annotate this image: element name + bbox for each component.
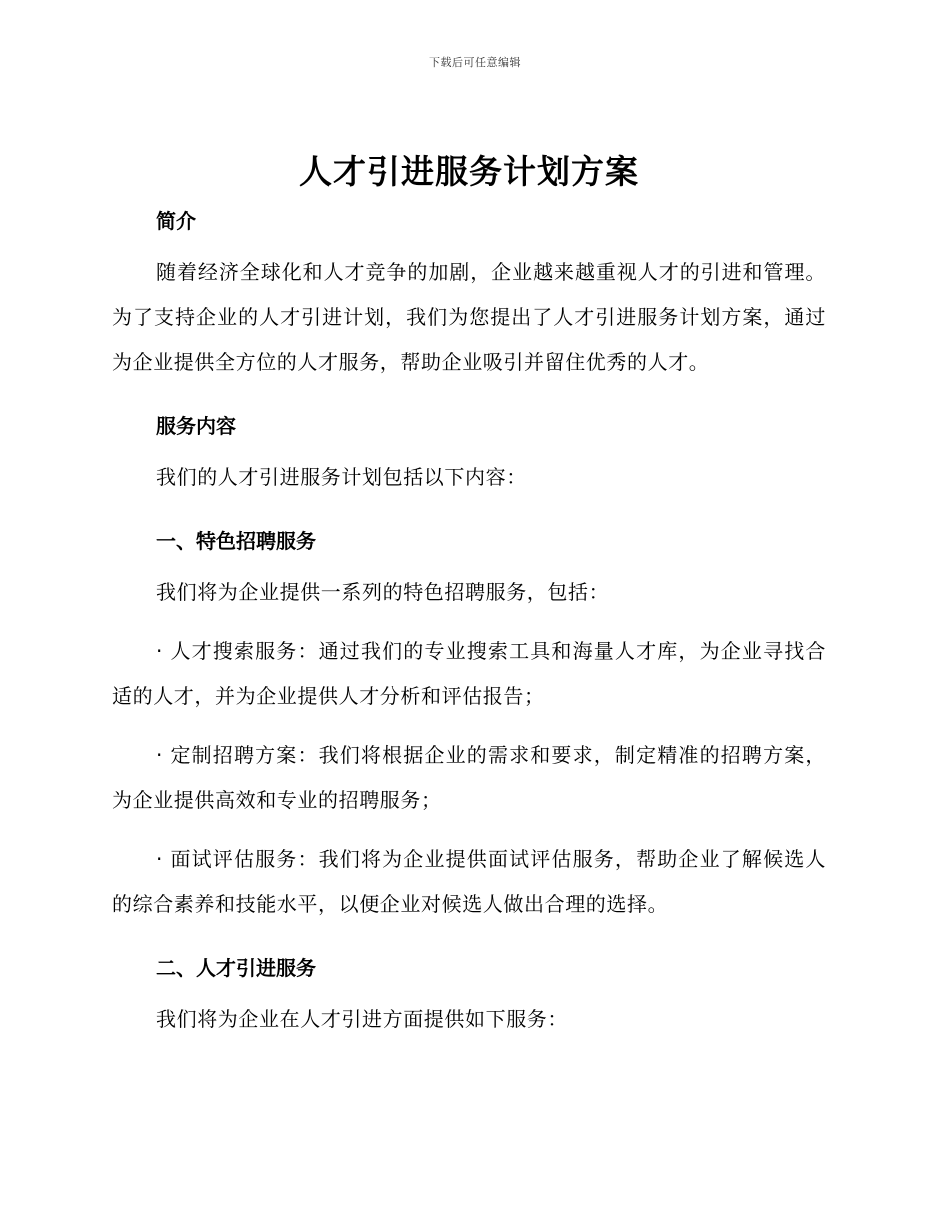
part2-heading: 二、人才引进服务 xyxy=(156,956,316,980)
header-note: 下载后可任意编辑 xyxy=(429,56,521,69)
service-intro-paragraph: 我们的人才引进服务计划包括以下内容： xyxy=(156,465,527,489)
part1-heading: 一、特色招聘服务 xyxy=(156,529,316,553)
part1-intro-paragraph: 我们将为企业提供一系列的特色招聘服务，包括： xyxy=(156,580,610,604)
part1-item-custom-recruitment: · 定制招聘方案：我们将根据企业的需求和要求，制定精准的招聘方案，为企业提供高效和专业的招聘服务； xyxy=(112,743,826,812)
part2-intro-paragraph: 我们将为企业在人才引进方面提供如下服务： xyxy=(156,1007,568,1031)
part1-item-talent-search: · 人才搜索服务：通过我们的专业搜索工具和海量人才库，为企业寻找合适的人才，并为企业提供人才分析和评估报告； xyxy=(112,639,826,708)
intro-paragraph: 随着经济全球化和人才竞争的加剧，企业越来越重视人才的引进和管理。为了支持企业的人才引进计划，我们为您提出了人才引进服务计划方案，通过为企业提供全方位的人才服务，帮助企业吸引并留住优秀的人才。 xyxy=(112,260,826,374)
document-title: 人才引进服务计划方案 xyxy=(299,152,639,191)
service-heading: 服务内容 xyxy=(156,414,236,438)
part1-item-interview-assessment: · 面试评估服务：我们将为企业提供面试评估服务，帮助企业了解候选人的综合素养和技能水平，以便企业对候选人做出合理的选择。 xyxy=(112,847,826,916)
document-body xyxy=(112,148,826,1042)
intro-heading: 简介 xyxy=(156,209,196,233)
